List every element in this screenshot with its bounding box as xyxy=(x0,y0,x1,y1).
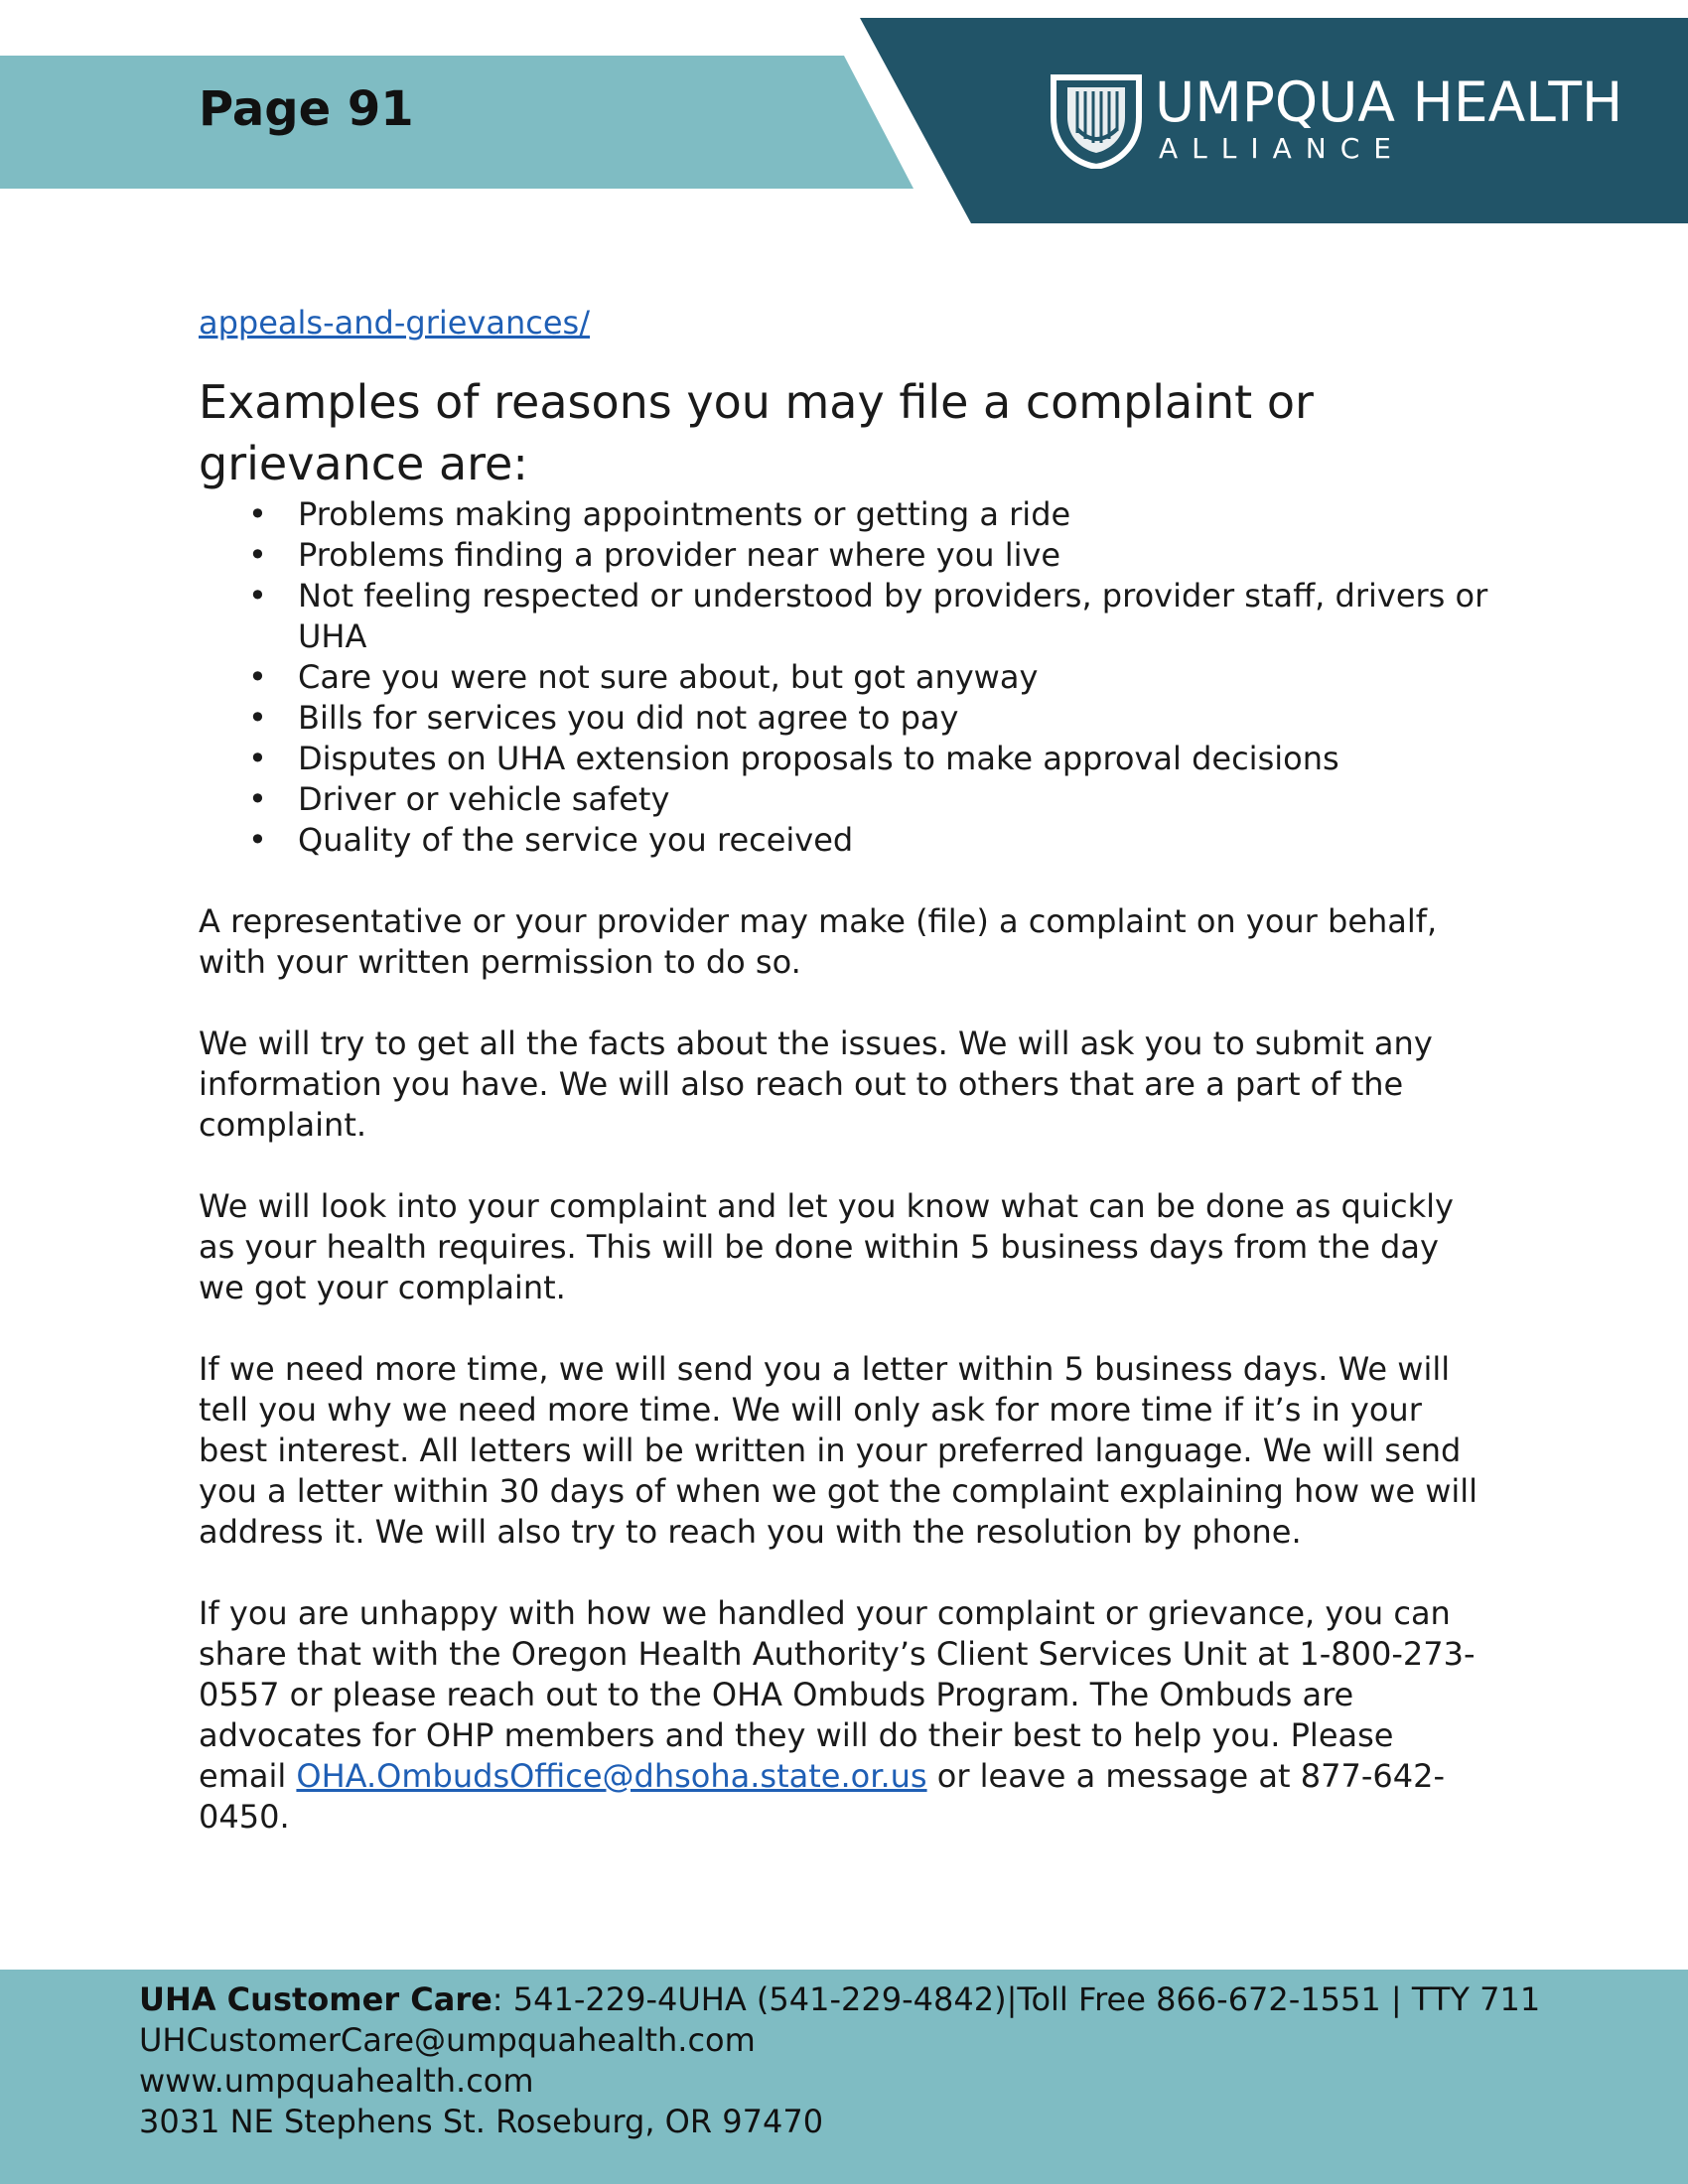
logo-name: UMPQUA HEALTH xyxy=(1155,70,1623,134)
list-item: • Not feeling respected or understood by providers, provider staff, drivers or UHA xyxy=(248,577,1488,655)
list-item: • Disputes on UHA extension proposals to make approval decisions xyxy=(248,740,1339,777)
footer-website: www.umpquahealth.com xyxy=(139,2062,534,2100)
logo xyxy=(1048,71,1643,171)
appeals-link[interactable]: appeals-and-grievances/ xyxy=(199,304,590,341)
footer-address: 3031 NE Stephens St. Roseburg, OR 97470 xyxy=(139,2103,824,2140)
bullet-icon: • xyxy=(248,821,267,859)
bullet-icon: • xyxy=(248,699,267,737)
header-band xyxy=(0,56,914,189)
list-item: • Problems making appointments or getting a ride xyxy=(248,495,1071,533)
bullet-icon: • xyxy=(248,658,267,696)
list-item: • Driver or vehicle safety xyxy=(248,780,670,818)
paragraph-facts: We will try to get all the facts about the issues. We will ask you to submit any information you have. We will also reach out to others that are a part of the complaint. xyxy=(199,1024,1433,1144)
paragraph-more-time: If we need more time, we will send you a letter within 5 business days. We will tell you why we need more time. We will only ask for more time if it’s in your best interest. All letters will be written in your preferred language. We will send you a letter within 30 days of when we got the complaint explaining how we will address it. We will also try to reach you with the resolution by phone. xyxy=(199,1350,1478,1551)
logo-shield-icon xyxy=(1048,73,1145,169)
list-item: • Problems finding a provider near where you live xyxy=(248,536,1061,574)
paragraph-unhappy: If you are unhappy with how we handled your complaint or grievance, you can share that with the Oregon Health Authority’s Client Services Unit at 1-800-273-0557 or please reach out to the OHA Ombuds Program. The Ombuds are advocates for OHP members and they will do their best to help you. Please email OHA.OmbudsOffice@dhsoha.state.or.us or leave a message at 877-642-0450. xyxy=(199,1594,1476,1836)
bullet-icon: • xyxy=(248,577,267,614)
bullet-icon: • xyxy=(248,536,267,574)
footer-care-label: UHA Customer Care xyxy=(139,1980,492,2018)
paragraph-representative: A representative or your provider may make (file) a complaint on your behalf, with your written permission to do so. xyxy=(199,902,1438,981)
page-content xyxy=(199,300,1489,1838)
bullet-icon: • xyxy=(248,740,267,777)
list-item: • Care you were not sure about, but got anyway xyxy=(248,658,1039,696)
logo-subtitle: ALLIANCE xyxy=(1159,132,1405,165)
list-item: • Quality of the service you received xyxy=(248,821,854,859)
list-item: • Bills for services you did not agree to pay xyxy=(248,699,959,737)
paragraph-timeline: We will look into your complaint and let you know what can be done as quickly as your health requires. This will be done within 5 business days from the day we got your complaint. xyxy=(199,1187,1454,1306)
page-number: Page 91 xyxy=(199,81,414,137)
bullet-icon: • xyxy=(248,780,267,818)
reasons-list xyxy=(199,494,1489,861)
footer-care-details: : 541-229-4UHA (541-229-4842)|Toll Free 866-672-1551 | TTY 711 xyxy=(492,1980,1541,2018)
footer xyxy=(0,1970,1688,2184)
bullet-icon: • xyxy=(248,495,267,533)
ombuds-email-link[interactable]: OHA.OmbudsOffice@dhsoha.state.or.us xyxy=(296,1757,927,1795)
footer-email: UHCustomerCare@umpquahealth.com xyxy=(139,2021,756,2059)
footer-contact-line xyxy=(139,1979,1540,2020)
section-heading: Examples of reasons you may file a complaint or grievance are: xyxy=(199,375,1314,490)
